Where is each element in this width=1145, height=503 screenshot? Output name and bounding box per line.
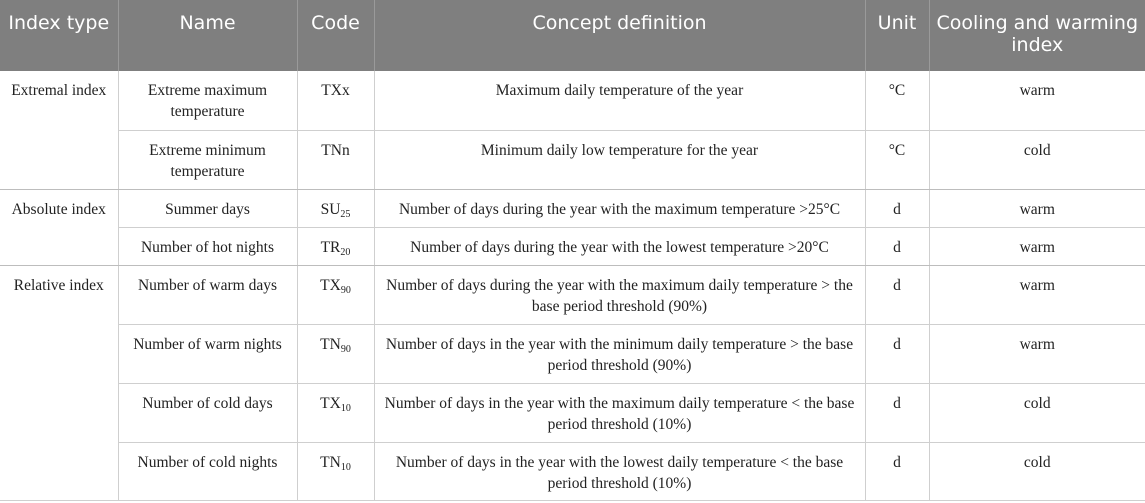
row-index: warm — [929, 189, 1145, 227]
table-row — [0, 324, 1145, 383]
header-concept-definition: Concept definition — [374, 0, 865, 71]
row-code — [297, 265, 374, 324]
table-row — [0, 130, 1145, 189]
code-main: TX — [320, 394, 341, 412]
row-unit: d — [865, 383, 929, 442]
code-main: TNn — [321, 141, 350, 159]
code-subscript: 10 — [340, 402, 351, 414]
code-subscript: 90 — [340, 343, 351, 355]
row-name: Summer days — [118, 189, 297, 227]
code-main: TX — [320, 276, 341, 294]
group-label-extremal: Extremal index — [0, 71, 118, 189]
code-subscript: 90 — [340, 284, 351, 296]
row-index: cold — [929, 442, 1145, 500]
row-unit: d — [865, 227, 929, 265]
row-index: cold — [929, 383, 1145, 442]
code-main: TN — [320, 453, 341, 471]
table-row — [0, 383, 1145, 442]
row-definition: Number of days in the year with the maximum daily temperature < the base period threshold (10%) — [374, 383, 865, 442]
code-main: SU — [320, 200, 341, 218]
row-name: Extreme minimum temperature — [118, 130, 297, 189]
row-index: warm — [929, 265, 1145, 324]
code-main: TR — [320, 238, 341, 256]
row-index: warm — [929, 324, 1145, 383]
row-code — [297, 189, 374, 227]
row-code — [297, 130, 374, 189]
row-code — [297, 324, 374, 383]
row-code — [297, 383, 374, 442]
table-row — [0, 189, 1145, 227]
row-unit: d — [865, 189, 929, 227]
row-name: Number of cold days — [118, 383, 297, 442]
header-name: Name — [118, 0, 297, 71]
row-definition: Number of days during the year with the lowest temperature >20°C — [374, 227, 865, 265]
row-name: Extreme maximum temperature — [118, 71, 297, 130]
group-label-absolute: Absolute index — [0, 189, 118, 265]
header-index-type: Index type — [0, 0, 118, 71]
table-row — [0, 71, 1145, 130]
row-name: Number of hot nights — [118, 227, 297, 265]
row-code — [297, 442, 374, 500]
row-name: Number of warm nights — [118, 324, 297, 383]
header-code: Code — [297, 0, 374, 71]
code-subscript: 10 — [340, 461, 351, 473]
row-definition: Number of days during the year with the maximum temperature >25°C — [374, 189, 865, 227]
row-definition: Number of days in the year with the minimum daily temperature > the base period threshold (90%) — [374, 324, 865, 383]
row-unit: d — [865, 265, 929, 324]
code-main: TXx — [321, 82, 350, 99]
row-definition: Maximum daily temperature of the year — [374, 71, 865, 130]
header-cooling-warming-index: Cooling and warming index — [929, 0, 1145, 71]
code-subscript: 20 — [340, 246, 351, 258]
code-subscript: 25 — [340, 208, 351, 220]
row-index: warm — [929, 71, 1145, 130]
row-unit: d — [865, 442, 929, 500]
row-index: warm — [929, 227, 1145, 265]
row-code — [297, 71, 374, 130]
table-row — [0, 227, 1145, 265]
row-definition: Number of days in the year with the lowest daily temperature < the base period threshold (10%) — [374, 442, 865, 500]
row-index: cold — [929, 130, 1145, 189]
code-main: TN — [320, 335, 341, 353]
row-name: Number of cold nights — [118, 442, 297, 500]
row-unit: d — [865, 324, 929, 383]
table-row — [0, 442, 1145, 500]
row-unit: °C — [865, 71, 929, 130]
row-unit: °C — [865, 130, 929, 189]
header-unit: Unit — [865, 0, 929, 71]
table-row — [0, 265, 1145, 324]
header-row — [0, 0, 1145, 71]
row-definition: Minimum daily low temperature for the year — [374, 130, 865, 189]
group-label-relative: Relative index — [0, 265, 118, 500]
row-definition: Number of days during the year with the maximum daily temperature > the base period threshold (90%) — [374, 265, 865, 324]
row-code — [297, 227, 374, 265]
row-name: Number of warm days — [118, 265, 297, 324]
